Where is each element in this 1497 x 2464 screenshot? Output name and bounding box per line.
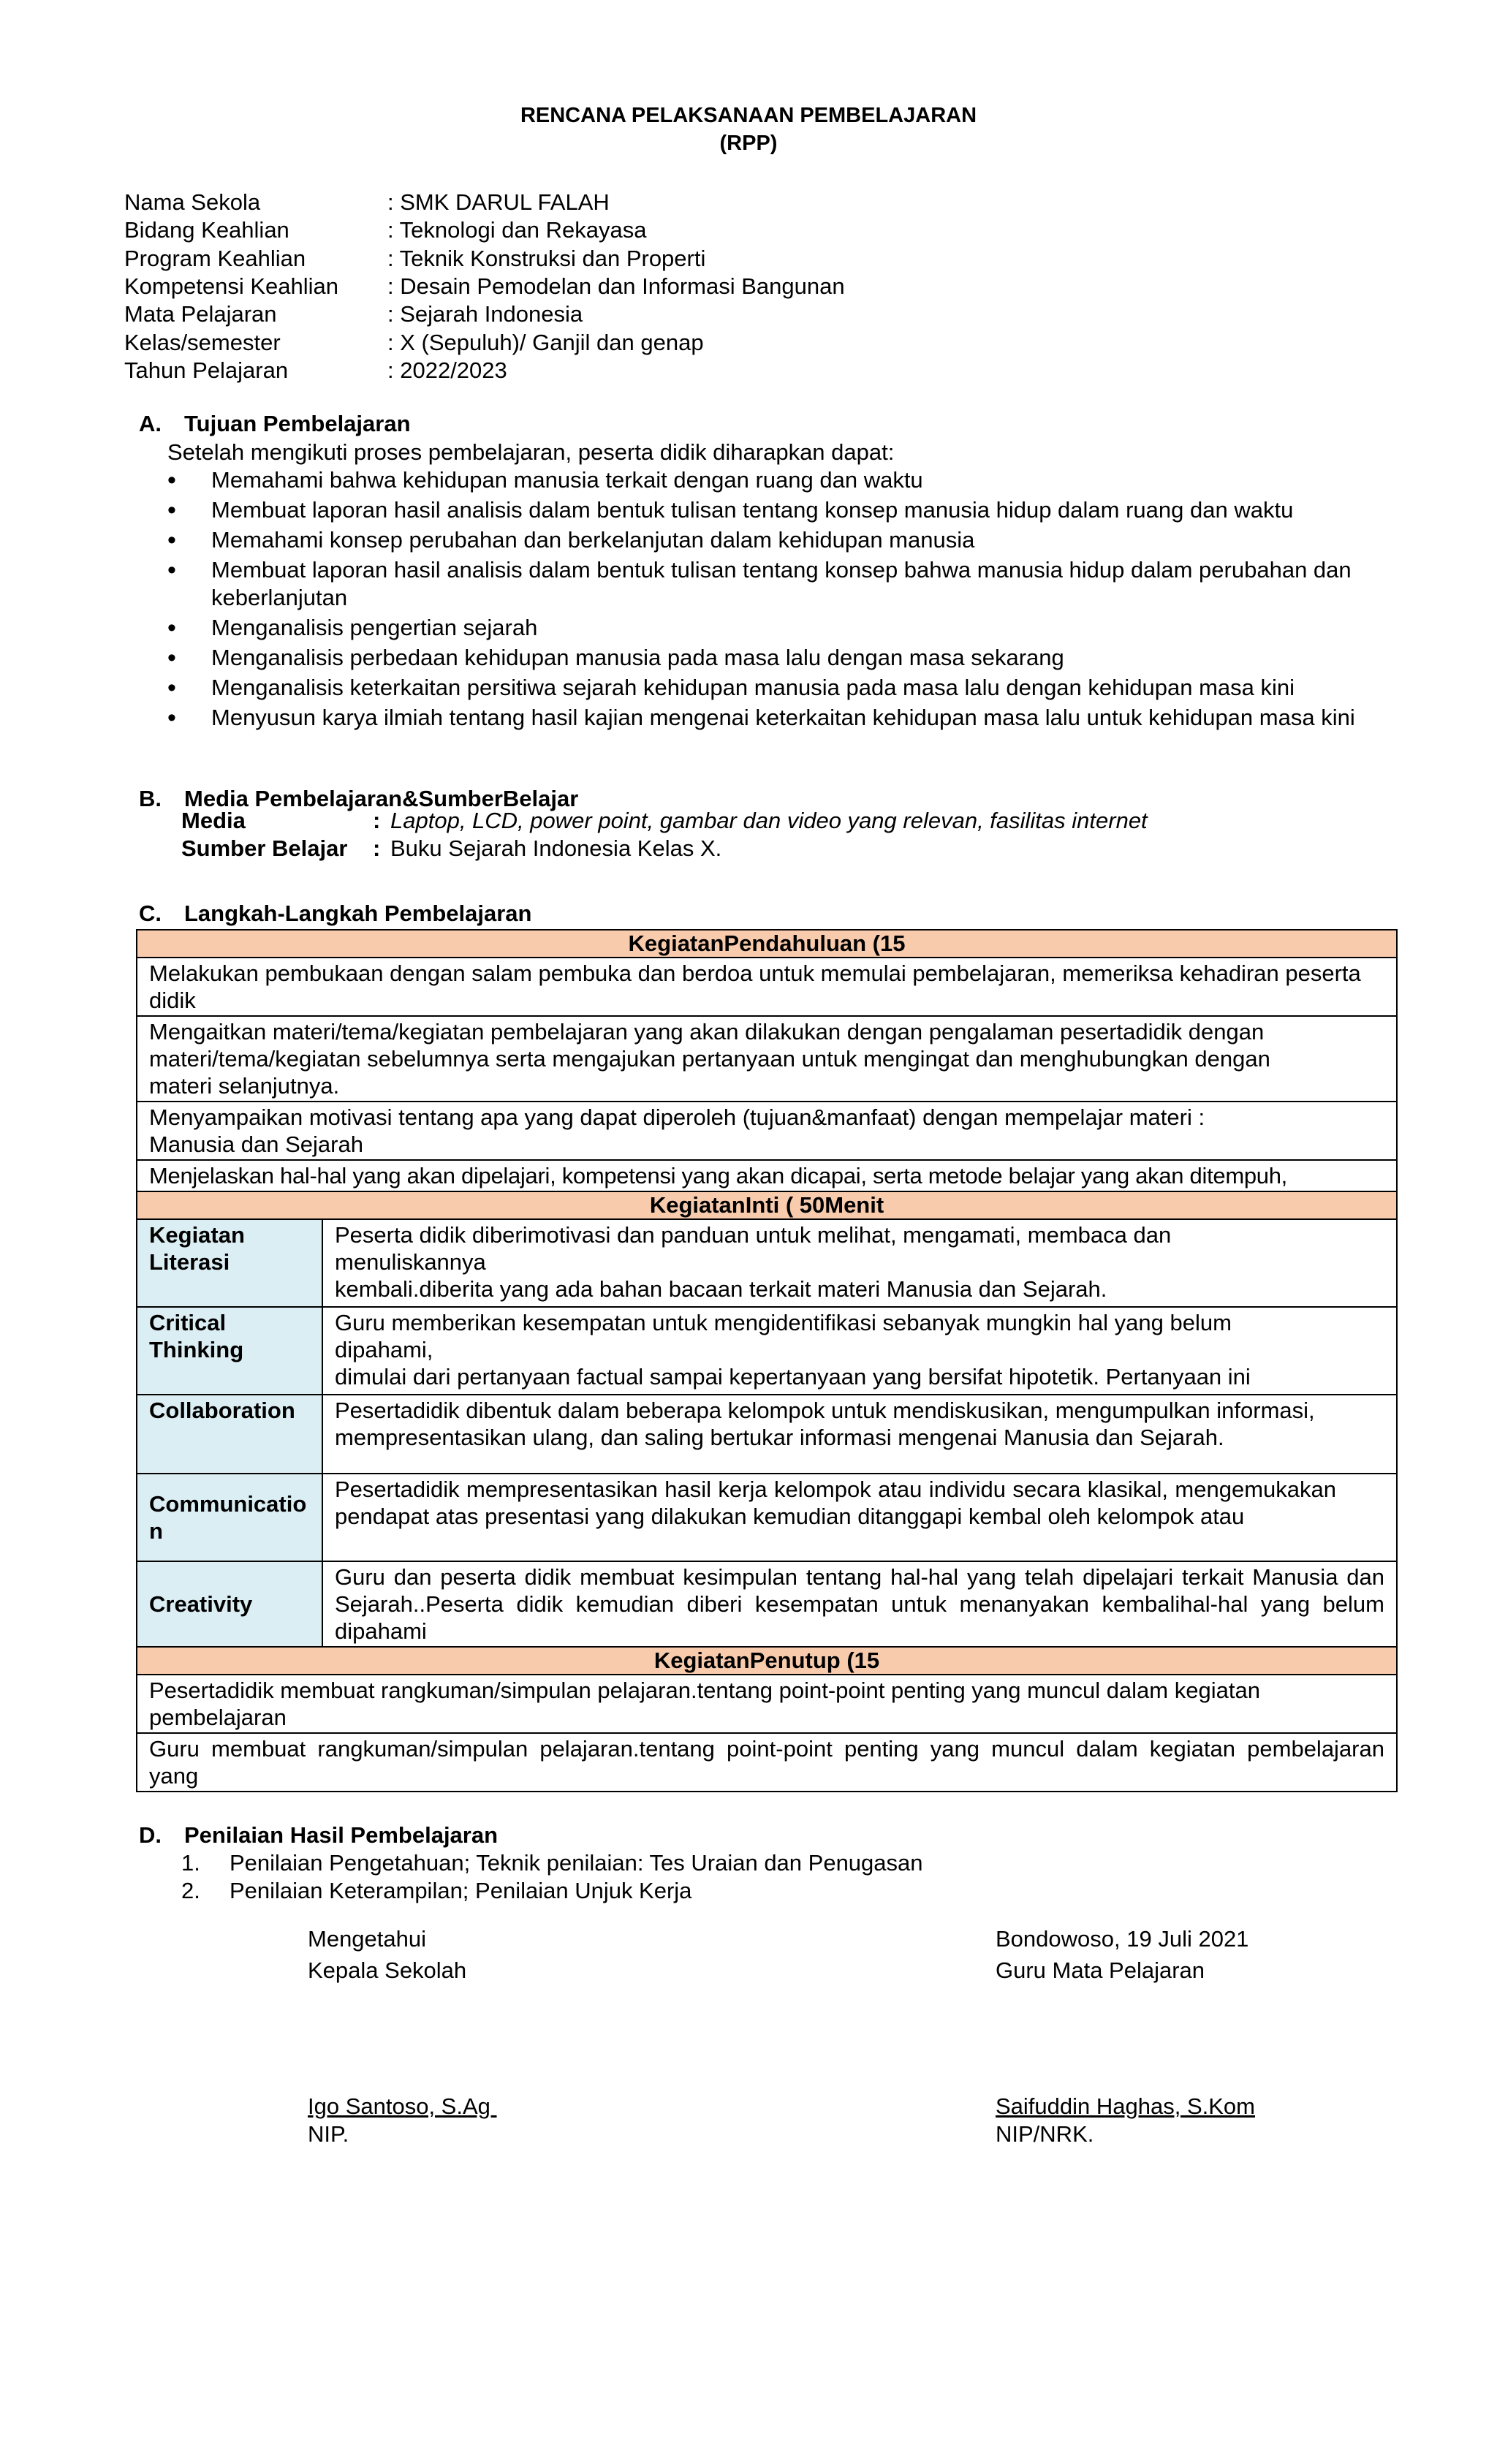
table-row (137, 1102, 1397, 1160)
list-item: • Membuat laporan hasil analisis dalam bentuk tulisan tentang konsep bahwa manusia hidup dalam perubahan dan keberlanjutan (167, 556, 1359, 612)
inti-label: Communication (137, 1474, 322, 1561)
signatory-name: Saifuddin Haghas, S.Kom (996, 2093, 1255, 2119)
penutup-header: KegiatanPenutup (15 (137, 1647, 1397, 1675)
signatory-name: Igo Santoso, S.Ag (308, 2093, 497, 2119)
identity-value: : Teknologi dan Rekayasa (387, 217, 647, 243)
identity-value: : Teknik Konstruksi dan Properti (387, 245, 706, 271)
list-item: • Memahami konsep perubahan dan berkelanjutan dalam kehidupan manusia (167, 526, 1410, 554)
table-row: Melakukan pembukaan dengan salam pembuka dan berdoa untuk memulai pembelajaran, memeriksa kehadiran peserta didik (137, 958, 1397, 1016)
list-item: • Menganalisis perbedaan kehidupan manusia pada masa lalu dengan masa sekarang (167, 644, 1410, 672)
signature-left (308, 1923, 466, 1986)
inti-text: Pesertadidik dibentuk dalam beberapa kelompok untuk mendiskusikan, mengumpulkan informasi, mempresentasikan ulang, dan saling bertukar informasi mengenai Manusia dan Sejarah. (322, 1395, 1397, 1474)
row-text: Mengaitkan materi/tema/kegiatan pembelajaran yang akan dilakukan dengan pengalaman pesertadidik dengan materi/tema/kegiatan sebelumnya serta mengajukan pertanyaan untuk mengingat dan menghubungkan dengan materi selanjutnya. (149, 1019, 1270, 1099)
section-title: Penilaian Hasil Pembelajaran (184, 1822, 499, 1848)
document-subtitle: (RPP) (719, 132, 778, 155)
inti-text (322, 1219, 1397, 1307)
inti-row (137, 1561, 1397, 1647)
media-table (181, 807, 1148, 863)
list-text: Penilaian Pengetahuan; Teknik penilaian: Tes Uraian dan Penugasan (230, 1850, 923, 1876)
objectives-list (167, 466, 1410, 734)
identity-label: Bidang Keahlian (124, 217, 289, 243)
inti-row (137, 1395, 1397, 1474)
media-colon: : (373, 808, 381, 833)
inti-label: Critical Thinking (137, 1307, 322, 1395)
identity-row (124, 273, 845, 300)
list-item: • Menganalisis pengertian sejarah (167, 614, 1410, 642)
signature-right (996, 1923, 1248, 1986)
identity-row (124, 189, 845, 216)
identity-row (124, 328, 845, 356)
table-row: Menjelaskan hal-hal yang akan dipelajari, kompetensi yang akan dicapai, serta metode belajar yang akan ditempuh, (137, 1160, 1397, 1191)
signature-right-name-block (996, 2093, 1255, 2148)
identity-row (124, 216, 845, 244)
identity-label: Kompetensi Keahlian (124, 273, 338, 300)
inti-text (322, 1474, 1397, 1561)
section-title: Media Pembelajaran&SumberBelajar (184, 786, 579, 811)
identity-value: : Sejarah Indonesia (387, 301, 583, 327)
section-c-heading (139, 901, 531, 927)
signature-date: Bondowoso, 19 Juli 2021 (996, 1926, 1249, 1952)
identity-table (124, 189, 845, 384)
media-value: Laptop, LCD, power point, gambar dan video yang relevan, fasilitas internet (390, 808, 1148, 833)
signatory-id: NIP/NRK. (996, 2121, 1094, 2147)
inti-row (137, 1474, 1397, 1561)
signatory-id: NIP. (308, 2121, 349, 2147)
inti-row (137, 1219, 1397, 1307)
inti-text-span: Pesertadidik mempresentasikan hasil kerja kelompok atau individu secara klasikal, mengemukakan (335, 1476, 1336, 1502)
list-text: Penilaian Keterampilan; Penilaian Unjuk Kerja (230, 1878, 692, 1903)
inti-text: Guru dan peserta didik membuat kesimpulan tentang hal-hal yang telah dipelajari terkait Manusia dan Sejarah..Peserta didik kemudian diberi kesempatan untuk menanyakan kembalihal-hal yang belum dipahami (322, 1561, 1397, 1647)
identity-label: Tahun Pelajaran (124, 357, 289, 383)
pendahuluan-header: KegiatanPendahuluan (15 (137, 930, 1397, 958)
section-letter: D. (139, 1822, 162, 1848)
section-a-intro: Setelah mengikuti proses pembelajaran, peserta didik diharapkan dapat: (167, 439, 895, 465)
list-item: • Menyusun karya ilmiah tentang hasil kajian mengenai keterkaitan kehidupan masa lalu untuk kehidupan masa kini (167, 704, 1381, 732)
row-text: Menyampaikan motivasi tentang apa yang dapat diperoleh (tujuan&manfaat) dengan mempelajar materi : Manusia dan Sejarah (149, 1104, 1205, 1157)
section-title: Tujuan Pembelajaran (184, 411, 411, 436)
section-title: Langkah-Langkah Pembelajaran (184, 901, 532, 926)
signature-left-name-block (308, 2093, 497, 2148)
media-row (181, 835, 1148, 863)
list-number: 2. (181, 1878, 200, 1903)
identity-row (124, 300, 845, 328)
media-row (181, 807, 1148, 835)
identity-label: Nama Sekola (124, 189, 261, 216)
identity-value: : Desain Pemodelan dan Informasi Bangunan (387, 273, 845, 300)
inti-text (322, 1307, 1397, 1395)
inti-text-line (335, 1476, 1336, 1503)
identity-row (124, 245, 845, 273)
list-item: • Membuat laporan hasil analisis dalam bentuk tulisan tentang konsep manusia hidup dalam ruang dan waktu (167, 496, 1410, 524)
list-item (181, 1877, 923, 1905)
section-letter: C. (139, 901, 162, 926)
inti-text-line: kembali.diberita yang ada bahan bacaan terkait materi Manusia dan Sejarah. (335, 1276, 1107, 1302)
section-letter: B. (139, 786, 162, 811)
signature-role: Kepala Sekolah (308, 1957, 467, 1983)
section-letter: A. (139, 411, 162, 436)
sumber-value: Buku Sejarah Indonesia Kelas X. (390, 835, 722, 861)
list-item (181, 1849, 923, 1877)
table-row: Pesertadidik membuat rangkuman/simpulan pelajaran.tentang point-point penting yang muncul dalam kegiatan pembelajaran (137, 1675, 1397, 1733)
signature-line: Mengetahui (308, 1926, 427, 1952)
inti-text-line: Guru memberikan kesempatan untuk mengidentifikasi sebanyak mungkin hal yang belum dipahami, (335, 1310, 1232, 1362)
inti-label: Kegiatan Literasi (137, 1219, 322, 1307)
steps-table (136, 929, 1398, 1792)
table-row (137, 1016, 1397, 1102)
sumber-colon: : (373, 835, 381, 861)
identity-label: Mata Pelajaran (124, 301, 277, 327)
identity-value: : X (Sepuluh)/ Ganjil dan genap (387, 329, 704, 355)
inti-text-line: Peserta didik diberimotivasi dan panduan untuk melihat, mengamati, membaca dan menuliskannya (335, 1222, 1172, 1275)
identity-value: : SMK DARUL FALAH (387, 189, 610, 216)
inti-row (137, 1307, 1397, 1395)
identity-row (124, 357, 845, 384)
inti-header: KegiatanInti ( 50Menit (137, 1191, 1397, 1219)
inti-text-line: pendapat atas presentasi yang dilakukan kemudian ditanggapi kembal oleh kelompok atau (335, 1504, 1245, 1529)
inti-label: Creativity (137, 1561, 322, 1647)
list-number: 1. (181, 1850, 200, 1876)
section-a-heading (139, 411, 411, 437)
identity-label: Program Keahlian (124, 245, 306, 271)
signature-role: Guru Mata Pelajaran (996, 1957, 1205, 1983)
list-item: • Memahami bahwa kehidupan manusia terkait dengan ruang dan waktu (167, 466, 1410, 494)
sumber-label: Sumber Belajar (181, 835, 348, 861)
inti-text-line: dimulai dari pertanyaan factual sampai kepertanyaan yang bersifat hipotetik. Pertanyaan ini (335, 1364, 1251, 1390)
document-title: RENCANA PELAKSANAAN PEMBELAJARAN (520, 104, 977, 127)
list-item: • Menganalisis keterkaitan persitiwa sejarah kehidupan manusia pada masa lalu dengan kehidupan masa kini (167, 674, 1410, 702)
assessment-list (181, 1849, 923, 1905)
identity-label: Kelas/semester (124, 329, 281, 355)
section-d-heading (139, 1822, 498, 1849)
media-label: Media (181, 808, 246, 833)
table-row: Guru membuat rangkuman/simpulan pelajaran.tentang point-point penting yang muncul dalam kegiatan pembelajaran yang (137, 1733, 1397, 1792)
inti-label: Collaboration (137, 1395, 322, 1474)
identity-value: : 2022/2023 (387, 357, 507, 383)
